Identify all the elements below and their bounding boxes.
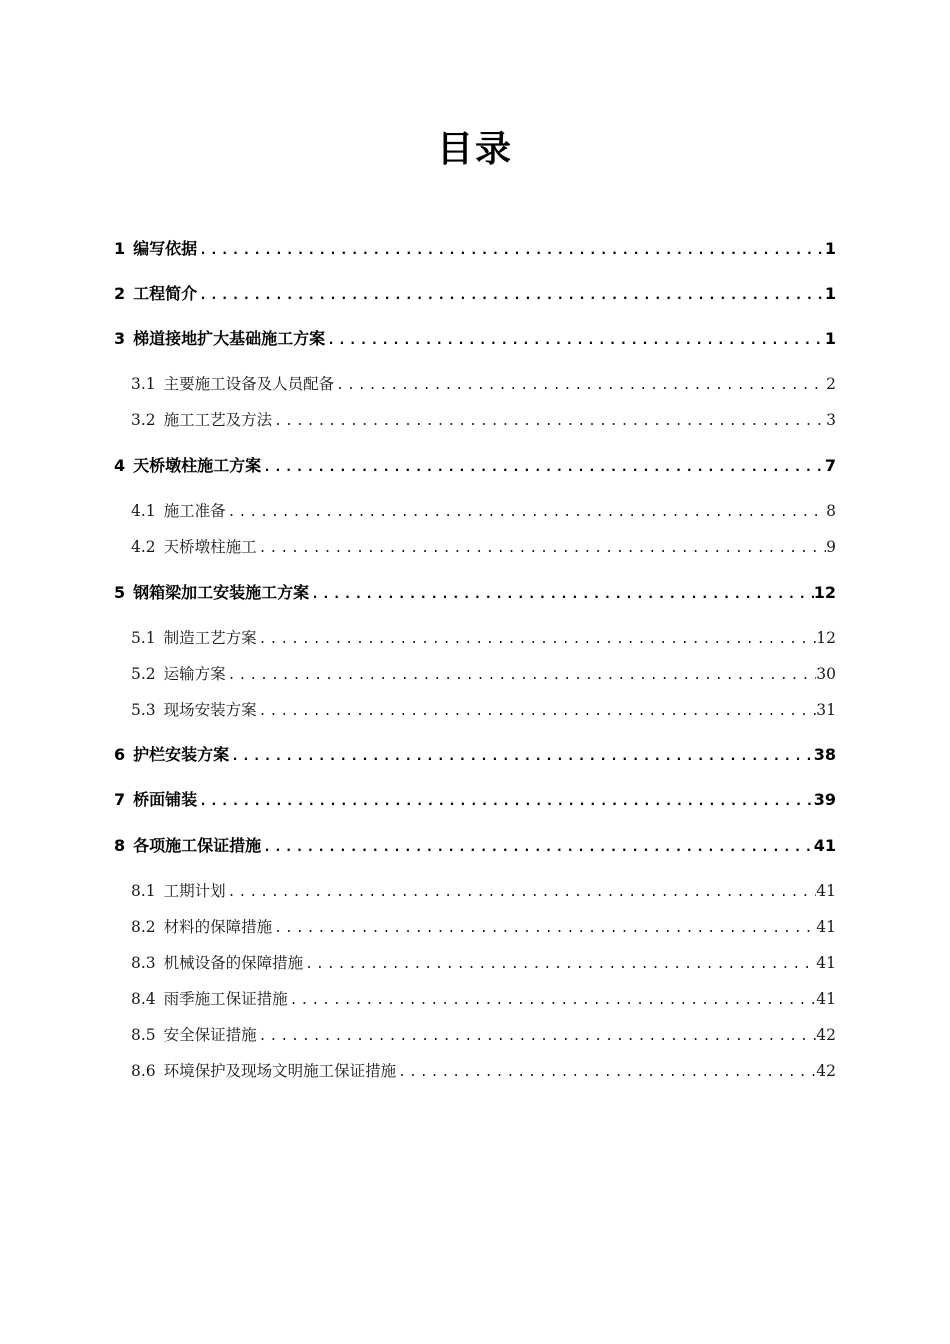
toc-entry-page-number: 12 <box>816 629 836 647</box>
toc-entry-number: 5 <box>114 583 126 602</box>
toc-entry-page-number: 8 <box>826 502 836 520</box>
toc-entry-title: 安全保证措施 <box>163 1026 257 1044</box>
toc-entry-number: 5.1 <box>131 629 156 647</box>
toc-dot-leader <box>257 627 817 651</box>
toc-entry-title: 机械设备的保障措施 <box>163 954 304 972</box>
toc-entry-page-number: 38 <box>813 745 836 764</box>
toc-entry-title: 材料的保障措施 <box>163 918 273 936</box>
toc-dot-leader <box>226 663 817 687</box>
toc-entry[interactable] <box>131 625 836 651</box>
toc-entry-number: 1 <box>114 239 126 258</box>
toc-entry-number: 4 <box>114 456 126 475</box>
toc-entry[interactable] <box>131 914 836 940</box>
toc-dot-leader <box>197 238 825 262</box>
toc-dot-leader <box>261 835 814 859</box>
toc-dot-leader <box>257 699 817 723</box>
toc-entry-number: 5.3 <box>131 701 156 719</box>
toc-entry[interactable] <box>131 534 836 560</box>
toc-entry-number: 7 <box>114 790 126 809</box>
toc-dot-leader <box>257 1024 817 1048</box>
toc-entry-number: 8.5 <box>131 1026 156 1044</box>
toc-entry[interactable] <box>131 1058 836 1084</box>
toc-entry-page-number: 3 <box>826 411 836 429</box>
toc-entry[interactable] <box>114 787 836 813</box>
toc-entry-page-number: 41 <box>816 882 836 900</box>
toc-entry-number: 2 <box>114 284 126 303</box>
toc-dot-leader <box>197 283 825 307</box>
toc-dot-leader <box>226 500 826 524</box>
toc-entry-title: 环境保护及现场文明施工保证措施 <box>163 1062 397 1080</box>
toc-entry-title: 编写依据 <box>133 239 198 258</box>
toc-dot-leader <box>272 409 826 433</box>
toc-entry-title: 施工工艺及方法 <box>163 411 273 429</box>
toc-entry-page-number: 41 <box>816 990 836 1008</box>
toc-entry-page-number: 41 <box>816 918 836 936</box>
toc-entry[interactable] <box>114 833 836 859</box>
toc-entry-title: 护栏安装方案 <box>133 745 230 764</box>
toc-entry-title: 工期计划 <box>163 882 226 900</box>
toc-entry-number: 3 <box>114 329 126 348</box>
toc-entry-number: 8.2 <box>131 918 156 936</box>
toc-entry[interactable] <box>114 326 836 352</box>
toc-dot-leader <box>309 582 814 606</box>
toc-entry-title: 各项施工保证措施 <box>133 836 262 855</box>
toc-dot-leader <box>272 916 816 940</box>
toc-entry-title: 运输方案 <box>163 665 226 683</box>
toc-entry[interactable] <box>131 986 836 1012</box>
toc-dot-leader <box>229 744 814 768</box>
toc-entry[interactable] <box>114 742 836 768</box>
toc-dot-leader <box>197 789 814 813</box>
toc-dot-leader <box>288 988 817 1012</box>
toc-entry[interactable] <box>131 498 836 524</box>
toc-entry-title: 主要施工设备及人员配备 <box>163 375 335 393</box>
toc-entry[interactable] <box>131 661 836 687</box>
toc-entry-title: 制造工艺方案 <box>163 629 257 647</box>
toc-entry-page-number: 41 <box>813 836 836 855</box>
toc-entry[interactable] <box>131 878 836 904</box>
toc-entry-page-number: 39 <box>813 790 836 809</box>
toc-entry[interactable] <box>131 950 836 976</box>
toc-entry-title: 雨季施工保证措施 <box>163 990 288 1008</box>
toc-entry-number: 8.1 <box>131 882 156 900</box>
toc-dot-leader <box>396 1060 816 1084</box>
toc-entry-number: 8.4 <box>131 990 156 1008</box>
toc-entry-title: 天桥墩柱施工方案 <box>133 456 262 475</box>
toc-entry-page-number: 41 <box>816 954 836 972</box>
toc-entry-page-number: 7 <box>824 456 836 475</box>
toc-entry[interactable] <box>131 1022 836 1048</box>
toc-entry-number: 5.2 <box>131 665 156 683</box>
toc-entry[interactable] <box>114 281 836 307</box>
toc-dot-leader <box>257 536 826 560</box>
toc-entry[interactable] <box>114 453 836 479</box>
toc-entry-number: 3.2 <box>131 411 156 429</box>
toc-entry-page-number: 1 <box>824 284 836 303</box>
toc-entry[interactable] <box>131 407 836 433</box>
toc-entry-page-number: 42 <box>816 1062 836 1080</box>
toc-entry-page-number: 42 <box>816 1026 836 1044</box>
toc-entry-number: 6 <box>114 745 126 764</box>
toc-dot-leader <box>261 455 825 479</box>
toc-entry-number: 8.6 <box>131 1062 156 1080</box>
toc-entry-page-number: 31 <box>816 701 836 719</box>
toc-entry-title: 施工准备 <box>163 502 226 520</box>
toc-entry-number: 8 <box>114 836 126 855</box>
toc-entry-page-number: 1 <box>824 329 836 348</box>
toc-entry-number: 3.1 <box>131 375 156 393</box>
toc-dot-leader <box>303 952 816 976</box>
toc-entry-title: 桥面铺装 <box>133 790 198 809</box>
toc-entry[interactable] <box>114 580 836 606</box>
toc-entry-page-number: 12 <box>813 583 836 602</box>
toc-entry[interactable] <box>114 236 836 262</box>
toc-entry-title: 天桥墩柱施工 <box>163 538 257 556</box>
toc-dot-leader <box>334 373 826 397</box>
toc-dot-leader <box>325 328 825 352</box>
toc-entry-page-number: 30 <box>816 665 836 683</box>
toc-entry[interactable] <box>131 697 836 723</box>
toc-entry-page-number: 2 <box>826 375 836 393</box>
toc-entry-number: 4.2 <box>131 538 156 556</box>
toc-entry-title: 工程简介 <box>133 284 198 303</box>
toc-entry-title: 钢箱梁加工安装施工方案 <box>133 583 310 602</box>
toc-dot-leader <box>226 880 817 904</box>
toc-entry-page-number: 9 <box>826 538 836 556</box>
toc-entry-number: 8.3 <box>131 954 156 972</box>
page-title: 目录 <box>436 129 513 170</box>
toc-entry-page-number: 1 <box>824 239 836 258</box>
toc-entry-title: 梯道接地扩大基础施工方案 <box>133 329 326 348</box>
toc-entry-number: 4.1 <box>131 502 156 520</box>
toc-entry[interactable] <box>131 371 836 397</box>
toc-entry-title: 现场安装方案 <box>163 701 257 719</box>
